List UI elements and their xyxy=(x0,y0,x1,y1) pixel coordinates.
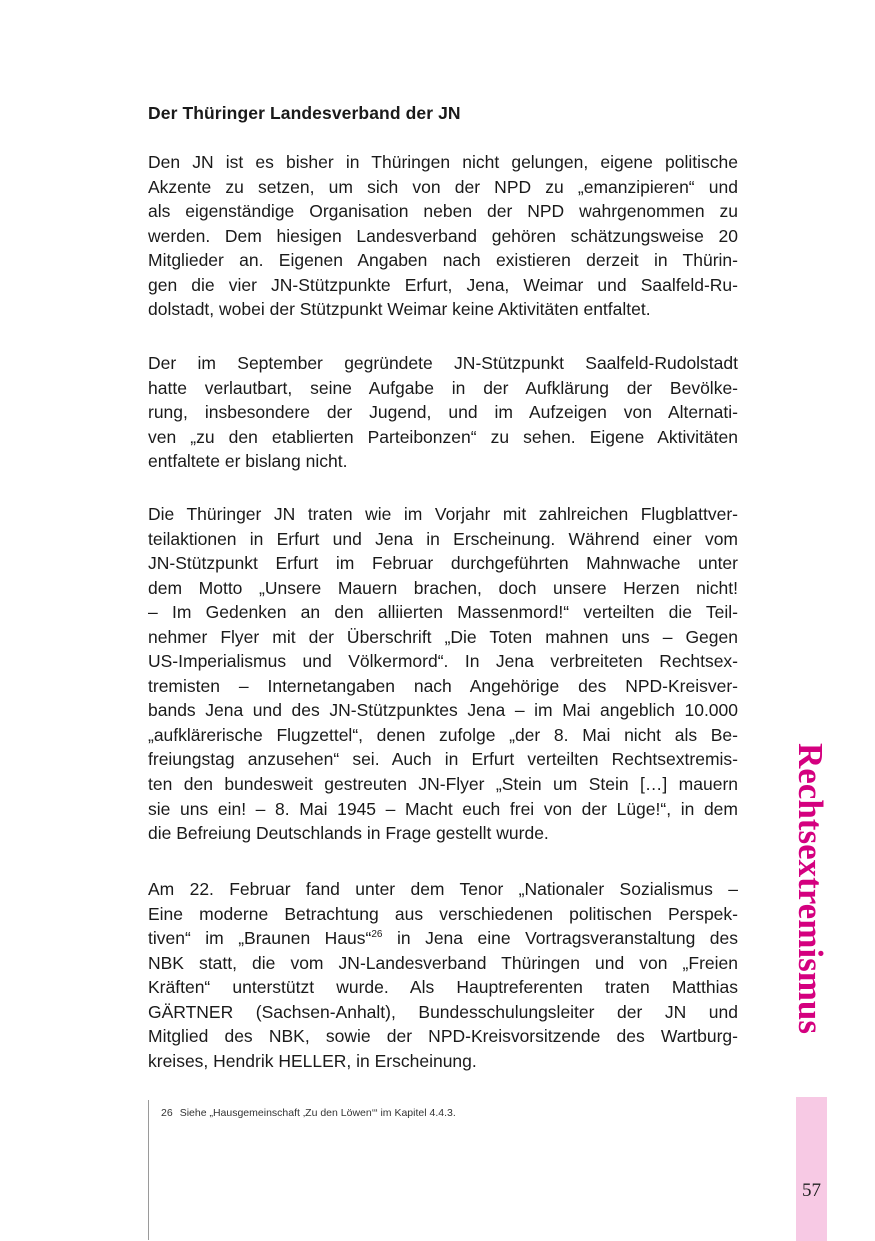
text-line: sie uns ein! – 8. Mai 1945 – Macht euch frei von der Lüge!“, in dem xyxy=(148,798,738,819)
text-line: Der im September gegründete JN-Stützpunkt Saalfeld-Rudolstadt xyxy=(148,353,738,373)
text-line: als eigenständige Organisation neben der NPD wahrgenommen zu xyxy=(148,201,738,222)
text-line: entfaltete er bislang nicht. xyxy=(148,451,348,472)
text-line: – Im Gedenken an den alliierten Massenmord!“ verteilten die Teil- xyxy=(148,602,738,623)
text-line: US-Imperialismus und Völkermord“. In Jena verbreiteten Rechtsex- xyxy=(148,651,738,672)
text-line: dolstadt, wobei der Stützpunkt Weimar keine Aktivitäten entfaltet. xyxy=(148,299,651,320)
footnote-reference[interactable]: 26 xyxy=(371,929,383,941)
footnote xyxy=(161,1106,721,1120)
section-heading: Der Thüringer Landesverband der JN xyxy=(148,103,461,123)
page-number: 57 xyxy=(802,1180,821,1201)
text-line: freiungstag anzusehen“ sei. Auch in Erfurt verteilten Rechtsextremis- xyxy=(148,749,738,770)
text-line: Am 22. Februar fand unter dem Tenor „Nationaler Sozialismus – xyxy=(148,879,738,899)
chapter-side-title: Rechtsextremismus xyxy=(791,743,830,1034)
text-line-with-footnote xyxy=(148,926,738,951)
text-line: JN-Stützpunkt Erfurt im Februar durchgeführten Mahnwache unter xyxy=(148,553,738,574)
footnote-text: Siehe „Hausgemeinschaft ‚Zu den Löwen‘“ im Kapitel 4.4.3. xyxy=(179,1107,456,1119)
text-line: Akzente zu setzen, um sich von der NPD zu „emanzipieren“ und xyxy=(148,176,738,197)
text-line: Mitglied des NBK, sowie der NPD-Kreisvorsitzende des Wartburg- xyxy=(148,1026,738,1047)
text-line: Mitglieder an. Eigenen Angaben nach existieren derzeit in Thürin- xyxy=(148,250,738,271)
text-line: tremisten – Internetangaben nach Angehörige des NPD-Kreisver- xyxy=(148,675,738,696)
text-line: rung, insbesondere der Jugend, und im Aufzeigen von Alternati- xyxy=(148,402,738,423)
footnote-number: 26 xyxy=(161,1107,173,1119)
page-tab xyxy=(796,1097,827,1241)
text-line: GÄRTNER (Sachsen-Anhalt), Bundesschulungsleiter der JN und xyxy=(148,1001,738,1022)
text-line: NBK statt, die vom JN-Landesverband Thüringen und von „Freien xyxy=(148,952,738,973)
text-line: Die Thüringer JN traten wie im Vorjahr mit zahlreichen Flugblattver- xyxy=(148,504,738,524)
text-line: ven „zu den etablierten Parteibonzen“ zu sehen. Eigene Aktivitäten xyxy=(148,426,738,447)
text-line: nehmer Flyer mit der Überschrift „Die Toten mahnen uns – Gegen xyxy=(148,626,738,647)
text-line: Den JN ist es bisher in Thüringen nicht gelungen, eigene politische xyxy=(148,152,738,172)
text-line: werden. Dem hiesigen Landesverband gehören schätzungsweise 20 xyxy=(148,225,738,246)
text-line: die Befreiung Deutschlands in Frage gestellt wurde. xyxy=(148,823,549,844)
text-line: gen die vier JN-Stützpunkte Erfurt, Jena, Weimar und Saalfeld-Ru- xyxy=(148,274,738,295)
paragraph-1 xyxy=(148,150,738,322)
text-line: Kräften“ unterstützt wurde. Als Hauptreferenten traten Matthias xyxy=(148,977,738,998)
footnote-divider xyxy=(148,1100,149,1240)
text-line: bands Jena und des JN-Stützpunktes Jena – im Mai angeblich 10.000 xyxy=(148,700,738,721)
text-line: „aufklärerische Flugzettel“, denen zufolge „der 8. Mai nicht als Be- xyxy=(148,724,738,745)
text-segment: tiven“ im „Braunen Haus“ xyxy=(148,928,372,949)
paragraph-2 xyxy=(148,351,738,474)
text-line: kreises, Hendrik HELLER, in Erscheinung. xyxy=(148,1050,477,1071)
paragraph-4 xyxy=(148,877,738,1073)
text-line: hatte verlautbart, seine Aufgabe in der Aufklärung der Bevölke- xyxy=(148,377,738,398)
text-line: Eine moderne Betrachtung aus verschiedenen politischen Perspek- xyxy=(148,903,738,924)
text-line: ten den bundesweit gestreuten JN-Flyer „Stein um Stein […] mauern xyxy=(148,774,738,795)
text-line: dem Motto „Unsere Mauern brachen, doch unsere Herzen nicht! xyxy=(148,577,738,598)
text-segment: in Jena eine Vortragsveranstaltung des xyxy=(382,928,738,949)
paragraph-3 xyxy=(148,502,738,846)
text-line: teilaktionen in Erfurt und Jena in Erscheinung. Während einer vom xyxy=(148,528,738,549)
